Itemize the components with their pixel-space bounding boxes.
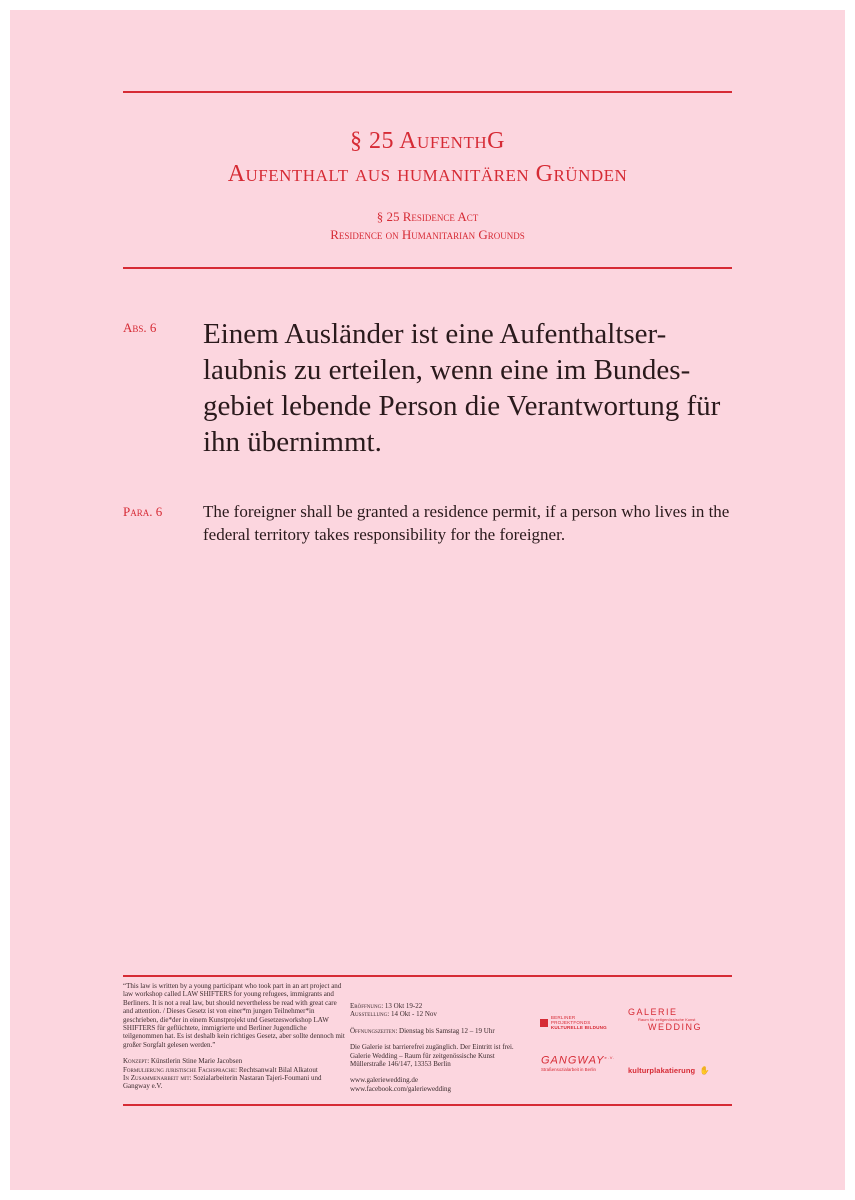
kulturplakatierung-logo: kulturplakatierung ✋ [628,1066,710,1075]
footer-event-info [350,1002,540,1093]
projektfonds-logo: BERLINER PROJEKTFONDS KULTURELLE BILDUNG [540,1015,615,1030]
header-bottom-rule [123,267,732,269]
galerie-wedding-logo: GALERIE Raum für zeitgenössische Kunst WEDDING [628,1007,702,1032]
venue-address: Müllerstraße 146/147, 13353 Berlin [350,1060,451,1069]
gangway-logo: $GANGWAY^{e.V.}$ Straßensozialarbeit in Berlin [541,1054,616,1072]
german-paragraph-label: Abs. 6 [123,320,157,335]
website-link[interactable]: www.galeriewedding.de [350,1076,418,1085]
exhibition-dates: Ausstellung: 14 Okt - 12 Nov [350,1010,437,1019]
english-paragraph-text: The foreigner shall be granted a residence permit, if a person who lives in the federal territory takes responsibility for the foreigner. [203,502,730,544]
venue-name: Galerie Wedding – Raum für zeitgenössische Kunst [350,1051,495,1060]
projektfonds-mark-icon [540,1019,548,1027]
footer-bottom-rule [123,1104,732,1106]
subtitle-line-2: Residence on Humanitarian Grounds [330,227,525,242]
subtitle-line-1: § 25 Residence Act [376,209,479,224]
page-subtitle [123,208,732,244]
german-paragraph-text: Einem Ausländer ist eine Aufenthaltser- laubnis zu erteilen, wenn eine im Bundes- gebiet lebende Person die Verantwortung für ihn übernimmt. [203,318,721,458]
credit-language: Formulierung juristische Fachsprache: Rechtsanwalt Bilal Alkatout [123,1065,318,1074]
footer-top-rule [123,975,732,977]
accessibility-info: Die Galerie ist barrierefrei zugänglich. Der Eintritt ist frei. [350,1043,514,1052]
hand-icon: ✋ [699,1066,710,1075]
footer-credits [123,982,345,1091]
opening-date: Eröffnung: 13 Okt 19-22 [350,1002,423,1010]
top-rule [123,91,732,93]
page-title [123,125,732,191]
title-line-2: Aufenthalt aus humanitären Gründen [227,161,628,187]
footer-disclaimer: “This law is written by a young participant who took part in an art project and law workshop called LAW SHIFTERS for young refugees, immigrants and Berliners. It is not a real law, but should nevertheless be read with great care and attention. / Dieses Gesetz ist von einer*m jungen Teilnehmer*in geschrieben, die*der in einem Kunstprojekt und Gesetzesworkshop LAW SHIFTERS für geflüchtete, immigrierte und Berliner Jugendliche teilgenommen hat. Es ist deshalb kein richtiges Gesetz, aber sollte dennoch mit großer Sorgfalt gelesen werden.” [123,982,345,1049]
opening-hours: Öffnungszeiten: Dienstag bis Samstag 12 – 19 Uhr [350,1026,495,1035]
credit-concept: Konzept: Künstlerin Stine Marie Jacobsen [123,1057,243,1066]
english-paragraph-label: Para. 6 [123,504,163,519]
facebook-link[interactable]: www.facebook.com/galeriewedding [350,1084,452,1093]
credit-cooperation: In Zusammenarbeit mit: Sozialarbeiterin Nastaran Tajeri-Foumani und Gangway e.V. [123,1074,322,1091]
poster [10,10,845,1190]
title-line-1: § 25 AufenthG [350,128,505,154]
